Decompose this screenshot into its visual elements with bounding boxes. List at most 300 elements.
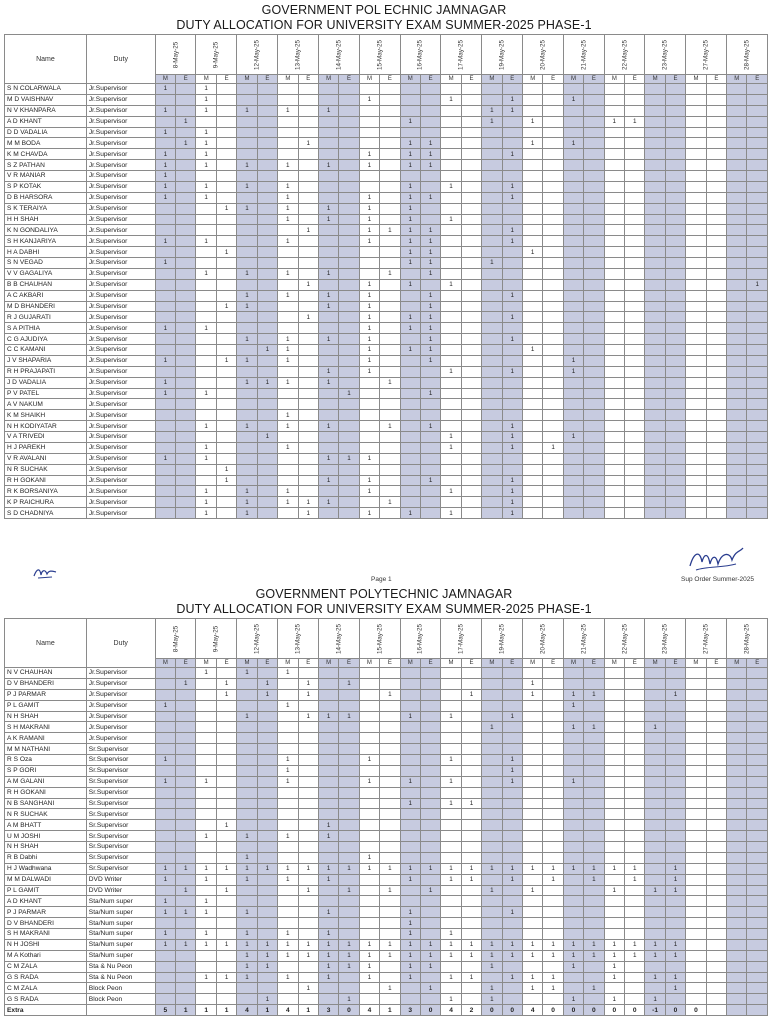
duty-cell [359,497,379,508]
duty-cell [563,787,583,798]
duty-cell: 1 [278,377,298,388]
duty-cell [645,678,665,689]
duty-type: Jr.Supervisor [86,181,155,192]
staff-name: D D VADALIA [5,127,87,138]
duty-cell: 1 [380,377,400,388]
duty-cell [441,334,461,345]
duty-cell [625,171,645,182]
duty-cell: 1 [482,722,502,733]
duty-cell: 1 [420,138,440,149]
duty-cell [625,983,645,994]
duty-cell [482,744,502,755]
staff-name: S D CHADNIYA [5,508,87,519]
duty-cell: 1 [563,961,583,972]
duty-cell [686,453,706,464]
duty-cell [563,290,583,301]
duty-cell [665,388,685,399]
duty-cell [257,442,277,453]
duty-cell: 1 [543,863,563,874]
duty-cell [155,399,175,410]
duty-cell [727,475,747,486]
duty-cell [625,907,645,918]
duty-cell: 1 [318,290,338,301]
duty-cell [420,896,440,907]
duty-cell [625,138,645,149]
duty-cell [359,918,379,929]
date-header [196,35,237,75]
table-row [5,149,768,160]
duty-cell [482,355,502,366]
duty-cell [747,733,768,744]
duty-cell [665,711,685,722]
duty-cell [747,323,768,334]
duty-cell [584,214,604,225]
duty-cell [502,138,522,149]
session-label: M [522,75,542,84]
staff-name: N H KODIYATAR [5,421,87,432]
duty-cell [686,918,706,929]
duty-cell: 1 [461,972,481,983]
duty-cell [400,722,420,733]
duty-cell [584,475,604,486]
duty-cell [216,127,236,138]
duty-cell [563,464,583,475]
staff-name: C G AJUDIYA [5,334,87,345]
duty-cell [625,377,645,388]
duty-cell [196,312,216,323]
duty-cell [686,247,706,258]
duty-cell [747,421,768,432]
duty-cell [461,268,481,279]
duty-cell [278,247,298,258]
duty-cell: 1 [196,138,216,149]
duty-cell [686,105,706,116]
duty-cell: 1 [216,863,236,874]
duty-cell [584,312,604,323]
duty-cell [727,798,747,809]
duty-cell [502,852,522,863]
duty-cell [176,722,196,733]
duty-cell [298,105,318,116]
duty-cell [155,809,175,820]
duty-cell [339,345,359,356]
duty-cell [298,432,318,443]
duty-cell [176,258,196,269]
duty-cell [400,744,420,755]
duty-cell [298,453,318,464]
duty-cell [747,203,768,214]
duty-cell [176,798,196,809]
duty-cell [216,138,236,149]
duty-cell [604,486,624,497]
duty-cell [502,377,522,388]
date-header [318,619,359,659]
duty-cell [625,787,645,798]
staff-name: M M BODA [5,138,87,149]
date-label: 9-May-25 [212,625,220,652]
table-row [5,950,768,961]
duty-cell [216,410,236,421]
duty-cell: 1 [278,755,298,766]
duty-type: Jr.Supervisor [86,464,155,475]
duty-cell: 1 [645,994,665,1005]
duty-cell: 1 [563,689,583,700]
duty-cell [522,733,542,744]
duty-cell [747,831,768,842]
duty-cell [584,508,604,519]
duty-cell: 1 [278,214,298,225]
duty-cell [625,410,645,421]
duty-cell [420,279,440,290]
session-label: E [216,75,236,84]
duty-cell [461,831,481,842]
duty-cell: 1 [196,668,216,679]
duty-cell [625,733,645,744]
duty-cell: 1 [420,247,440,258]
date-label: 8-May-25 [172,625,180,652]
duty-cell [604,809,624,820]
duty-cell: 1 [502,711,522,722]
duty-cell [604,798,624,809]
duty-cell [461,105,481,116]
duty-cell [278,798,298,809]
extra-value: 4 [237,1005,257,1016]
duty-cell [216,149,236,160]
duty-cell [237,410,257,421]
duty-cell [196,765,216,776]
duty-cell [604,268,624,279]
duty-cell [522,301,542,312]
date-label: 13-May-25 [294,39,302,70]
duty-cell [216,950,236,961]
duty-cell [298,345,318,356]
page-footer [0,574,768,588]
duty-cell [482,171,502,182]
duty-cell [461,345,481,356]
duty-cell [400,842,420,853]
duty-type: Jr.Supervisor [86,689,155,700]
duty-cell [216,852,236,863]
duty-cell: 1 [155,896,175,907]
staff-name: N H SHAH [5,711,87,722]
duty-cell [237,345,257,356]
duty-cell [706,116,726,127]
duty-cell [278,116,298,127]
date-label: 12-May-25 [253,39,261,70]
duty-cell [645,432,665,443]
duty-cell [665,918,685,929]
duty-cell [441,678,461,689]
duty-cell [747,678,768,689]
duty-cell [686,765,706,776]
duty-cell [645,765,665,776]
duty-cell [584,388,604,399]
duty-cell [727,464,747,475]
duty-cell [176,497,196,508]
duty-cell [257,475,277,486]
duty-cell [543,105,563,116]
duty-cell [502,84,522,95]
duty-cell [278,475,298,486]
duty-cell [155,301,175,312]
duty-cell [400,290,420,301]
duty-cell [502,345,522,356]
duty-cell [298,809,318,820]
table-row [5,831,768,842]
duty-cell [441,410,461,421]
duty-cell [686,225,706,236]
duty-cell: 1 [482,885,502,896]
duty-cell [278,432,298,443]
duty-cell [563,345,583,356]
duty-cell [461,84,481,95]
extra-value: 0 [502,1005,522,1016]
duty-cell [420,689,440,700]
duty-cell [318,355,338,366]
duty-cell [339,366,359,377]
duty-cell [604,508,624,519]
duty-cell [645,214,665,225]
duty-cell: 1 [502,432,522,443]
duty-cell [176,787,196,798]
duty-cell [727,345,747,356]
duty-cell [216,279,236,290]
duty-cell [298,410,318,421]
duty-cell [584,432,604,443]
duty-cell [176,950,196,961]
duty-cell [747,961,768,972]
duty-cell: 1 [543,874,563,885]
duty-cell: 1 [482,863,502,874]
duty-cell: 1 [441,214,461,225]
duty-cell [727,508,747,519]
duty-cell [502,116,522,127]
duty-cell [339,192,359,203]
date-header [522,35,563,75]
duty-cell [645,689,665,700]
duty-cell [155,214,175,225]
duty-cell [237,399,257,410]
duty-cell [543,755,563,766]
duty-cell [727,486,747,497]
duty-cell [604,301,624,312]
duty-cell: 1 [400,345,420,356]
staff-name: N H SHAH [5,842,87,853]
duty-cell [216,432,236,443]
duty-cell [584,377,604,388]
duty-cell [380,388,400,399]
duty-cell [257,776,277,787]
duty-cell [441,203,461,214]
duty-cell [176,84,196,95]
duty-cell [625,842,645,853]
duty-cell [543,475,563,486]
duty-cell [665,138,685,149]
duty-cell [339,896,359,907]
duty-cell [318,247,338,258]
duty-cell [727,765,747,776]
duty-cell [543,907,563,918]
date-header [400,35,441,75]
duty-cell [604,105,624,116]
duty-cell [625,744,645,755]
duty-cell [359,388,379,399]
duty-cell [318,852,338,863]
duty-cell [257,798,277,809]
duty-cell [727,236,747,247]
duty-cell: 1 [522,345,542,356]
duty-cell [563,84,583,95]
duty-cell [298,972,318,983]
duty-cell [216,983,236,994]
duty-cell [420,678,440,689]
duty-cell [727,776,747,787]
duty-cell [665,852,685,863]
duty-cell [522,421,542,432]
duty-cell [706,668,726,679]
duty-cell [155,733,175,744]
duty-cell [339,842,359,853]
duty-cell [196,355,216,366]
duty-cell [604,312,624,323]
duty-cell: 1 [237,831,257,842]
duty-cell: 1 [176,116,196,127]
duty-cell [686,160,706,171]
duty-cell: 1 [502,149,522,160]
duty-cell [380,116,400,127]
duty-cell [625,290,645,301]
table-row [5,700,768,711]
duty-cell [420,84,440,95]
duty-cell: 1 [400,918,420,929]
duty-cell [543,668,563,679]
duty-cell [563,323,583,334]
duty-cell [522,755,542,766]
duty-cell: 1 [196,497,216,508]
duty-cell [706,486,726,497]
duty-cell [747,432,768,443]
duty-cell [706,345,726,356]
duty-cell [665,421,685,432]
duty-cell [502,355,522,366]
duty-cell: 1 [502,907,522,918]
duty-cell: 1 [645,950,665,961]
duty-cell [298,377,318,388]
duty-cell [645,896,665,907]
duty-cell [441,138,461,149]
duty-cell: 1 [441,755,461,766]
duty-cell [400,399,420,410]
duty-cell [400,171,420,182]
duty-cell [441,453,461,464]
duty-cell [359,421,379,432]
date-header [196,619,237,659]
duty-cell [298,301,318,312]
duty-cell [461,787,481,798]
extra-value: 2 [461,1005,481,1016]
duty-cell [645,355,665,366]
session-label: E [625,75,645,84]
duty-cell [706,334,726,345]
duty-cell [727,809,747,820]
duty-cell [461,171,481,182]
duty-cell [400,105,420,116]
duty-cell: 1 [359,453,379,464]
duty-cell [461,214,481,225]
duty-cell [482,820,502,831]
duty-cell [257,247,277,258]
duty-cell [461,399,481,410]
table-row [5,192,768,203]
duty-cell [747,994,768,1005]
duty-cell [339,225,359,236]
staff-name: A C AKBARI [5,290,87,301]
duty-cell [441,842,461,853]
duty-cell: 1 [155,700,175,711]
duty-cell [584,105,604,116]
duty-cell [502,678,522,689]
duty-cell [522,722,542,733]
duty-cell [400,831,420,842]
duty-cell [318,323,338,334]
duty-cell [339,464,359,475]
duty-cell [461,776,481,787]
duty-cell: 1 [584,983,604,994]
duty-cell [543,355,563,366]
staff-name: M A Kothari [5,950,87,961]
duty-cell [502,820,522,831]
duty-cell: 1 [278,776,298,787]
duty-type: Jr.Supervisor [86,105,155,116]
duty-cell [625,918,645,929]
duty-cell [706,896,726,907]
duty-cell [461,755,481,766]
duty-cell [237,733,257,744]
duty-cell [584,678,604,689]
duty-cell [380,961,400,972]
duty-cell [278,983,298,994]
duty-cell: 1 [420,355,440,366]
duty-cell [706,410,726,421]
duty-cell [706,127,726,138]
duty-cell [257,929,277,940]
duty-cell [665,798,685,809]
duty-cell [522,508,542,519]
duty-cell [298,268,318,279]
duty-cell [278,258,298,269]
duty-cell: 1 [645,885,665,896]
duty-cell [278,994,298,1005]
duty-cell [727,290,747,301]
staff-name: C M ZALA [5,961,87,972]
duty-cell [604,983,624,994]
duty-cell [461,668,481,679]
header-duty: Duty [86,619,155,668]
duty-cell [543,700,563,711]
duty-cell: 1 [400,225,420,236]
duty-cell [563,842,583,853]
duty-cell: 1 [318,961,338,972]
duty-type: Sr.Supervisor [86,809,155,820]
duty-cell [522,312,542,323]
duty-cell [625,972,645,983]
duty-cell: 1 [155,939,175,950]
duty-cell [543,464,563,475]
duty-type: Block Peon [86,983,155,994]
duty-cell [257,907,277,918]
duty-cell [563,831,583,842]
duty-cell [359,722,379,733]
